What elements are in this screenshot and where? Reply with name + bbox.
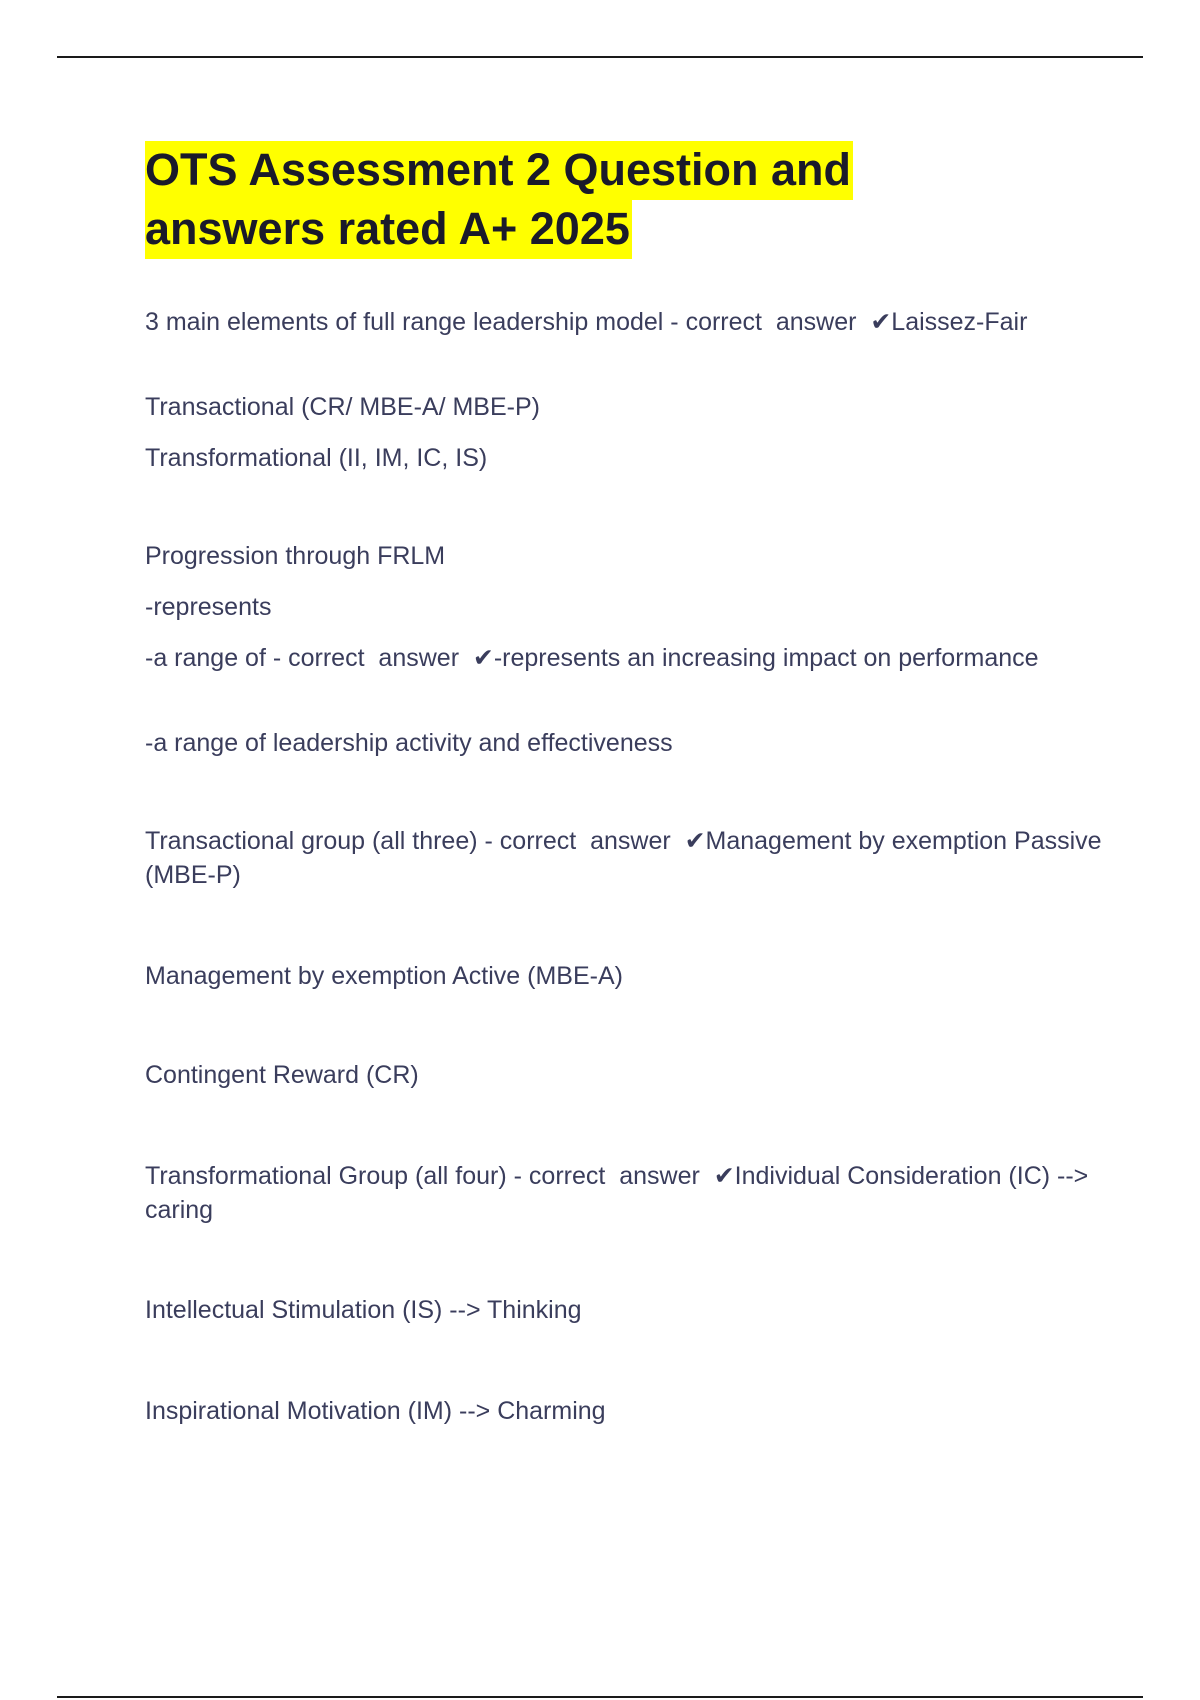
answer-range-of-leadership: -a range of leadership activity and effectiveness — [145, 729, 673, 757]
question-progression-frlm: Progression through FRLM — [145, 542, 446, 570]
bottom-rule — [57, 1696, 1143, 1698]
answer-contingent-reward: Contingent Reward (CR) — [145, 1061, 419, 1089]
title-line-1: OTS Assessment 2 Question and — [145, 141, 853, 200]
answer-transformational: Transformational (II, IM, IC, IS) — [145, 444, 488, 472]
question-range-of: -a range of - correct answer ✔-represents an increasing impact on performance — [145, 644, 1039, 672]
answer-intellectual-stimulation: Intellectual Stimulation (IS) --> Thinking — [145, 1296, 582, 1324]
question-full-range-elements: 3 main elements of full range leadership model - correct answer ✔Laissez-Fair — [145, 308, 1028, 336]
answer-inspirational-motivation: Inspirational Motivation (IM) --> Charming — [145, 1397, 606, 1425]
question-transformational-group: Transformational Group (all four) - correct answer ✔Individual Consideration (IC) --> caring — [145, 1162, 1096, 1224]
answer-mbe-active: Management by exemption Active (MBE-A) — [145, 962, 623, 990]
answer-transactional: Transactional (CR/ MBE-A/ MBE-P) — [145, 393, 540, 421]
question-represents: -represents — [145, 593, 272, 621]
document-title — [145, 141, 1145, 259]
title-line-2: answers rated A+ 2025 — [145, 200, 632, 259]
question-transactional-group: Transactional group (all three) - correct answer ✔Management by exemption Passive (MBE-P) — [145, 827, 1109, 889]
top-rule — [57, 56, 1143, 58]
